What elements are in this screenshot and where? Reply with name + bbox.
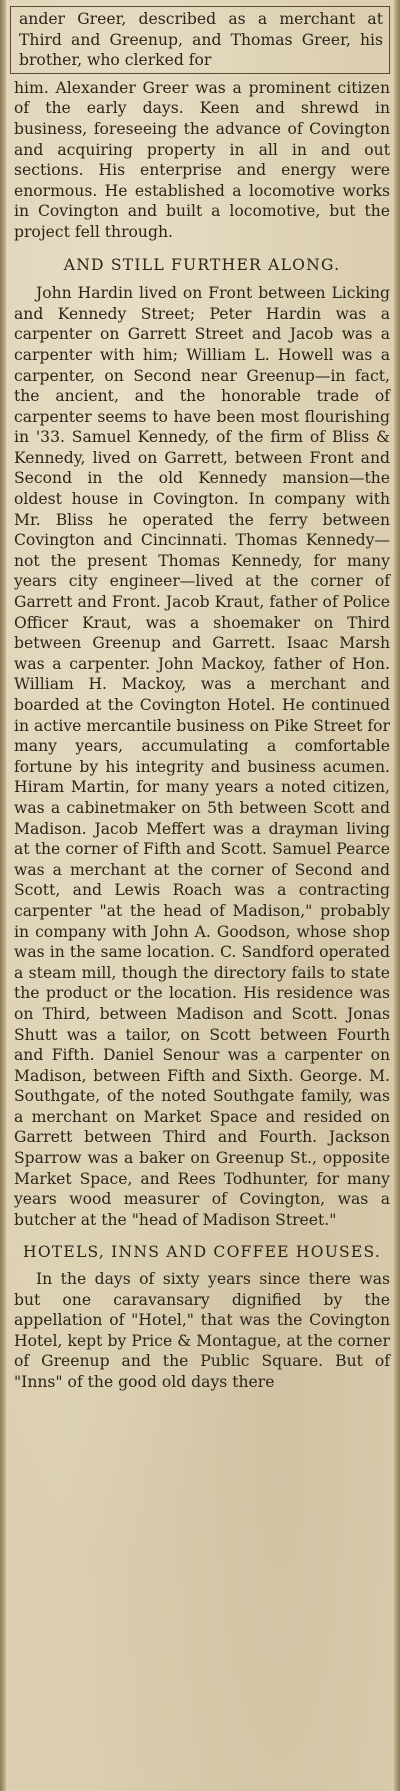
paragraph-greer: him. Alexander Greer was a prominent citizen of the early days. Keen and shrewd in business, foreseeing the advance of Covington and acquiring property in all in and out sections. His enterprise and energy were enormous. He established a locomotive works in Covington and built a locomotive, but the project fell through. [14,78,390,241]
article-body [8,78,392,1393]
paragraph-hotels: In the days of sixty years since there was but one caravansary dignified by the appellation of "Hotel," that was the Covington Hotel, kept by Price & Montague, at the corner of Greenup and the Public Square. But of "Inns" of the good old days there [14,1270,390,1391]
clipping-left-edge [0,0,6,1791]
paragraph-residents-1833: John Hardin lived on Front between Licking and Kennedy Street; Peter Hardin was a carpenter on Garrett Street and Jacob was a carpenter with him; William L. Howell was a carpenter, on Second near Greenup—in fact, the ancient, and the honorable trade of carpenter seems to have been most flourishing in '33. Samuel Kennedy, of the firm of Bliss & Kennedy, lived on Garrett, between Front and Second in the old Kennedy mansion—the oldest house in Covington. In company with Mr. Bliss he operated the ferry between Covington and Cincinnati. Thomas Kennedy—not the present Thomas Kennedy, for many years city engineer—lived at the corner of Garrett and Front. Jacob Kraut, father of Police Officer Kraut, was a shoemaker on Third between Greenup and Garrett. Isaac Marsh was a carpenter. John Mackoy, father of Hon. William H. Mackoy, was a merchant and boarded at the Covington Hotel. He continued in active mercantile business on Pike Street for many years, accumulating a comfortable fortune by his integrity and business acumen. Hiram Martin, for many years a noted citizen, was a cabinetmaker on 5th between Scott and Madison. Jacob Meffert was a drayman living at the corner of Fifth and Scott. Samuel Pearce was a merchant at the corner of Second and Scott, and Lewis Roach was a contracting carpenter "at the head of Madison," probably in company with John A. Goodson, whose shop was in the same location. C. Sandford operated a steam mill, though the directory fails to state the product or the location. His residence was on Third, between Madison and Scott. Jonas Shutt was a tailor, on Scott between Fourth and Fifth. Daniel Senour was a carpenter on Madison, between Fifth and Sixth. George. M. Southgate, of the noted Southgate family, was a merchant on Market Space and resided on Garrett between Third and Fourth. Jackson Sparrow was a baker on Greenup St., opposite Market Space, and Rees Todhunter, for many years wood measurer of Covington, was a butcher at the "head of Madison Street." [14,284,390,1229]
clipping-right-edge [394,0,400,1791]
boxed-intro-text: ander Greer, described as a merchant at Third and Greenup, and Thomas Greer, his brother, who clerked for [19,10,383,70]
section-heading-further-along: AND STILL FURTHER ALONG. [63,255,341,274]
boxed-intro-frame [10,6,390,74]
section-heading-hotels: HOTELS, INNS AND COFFEE HOUSES. [23,1243,381,1262]
